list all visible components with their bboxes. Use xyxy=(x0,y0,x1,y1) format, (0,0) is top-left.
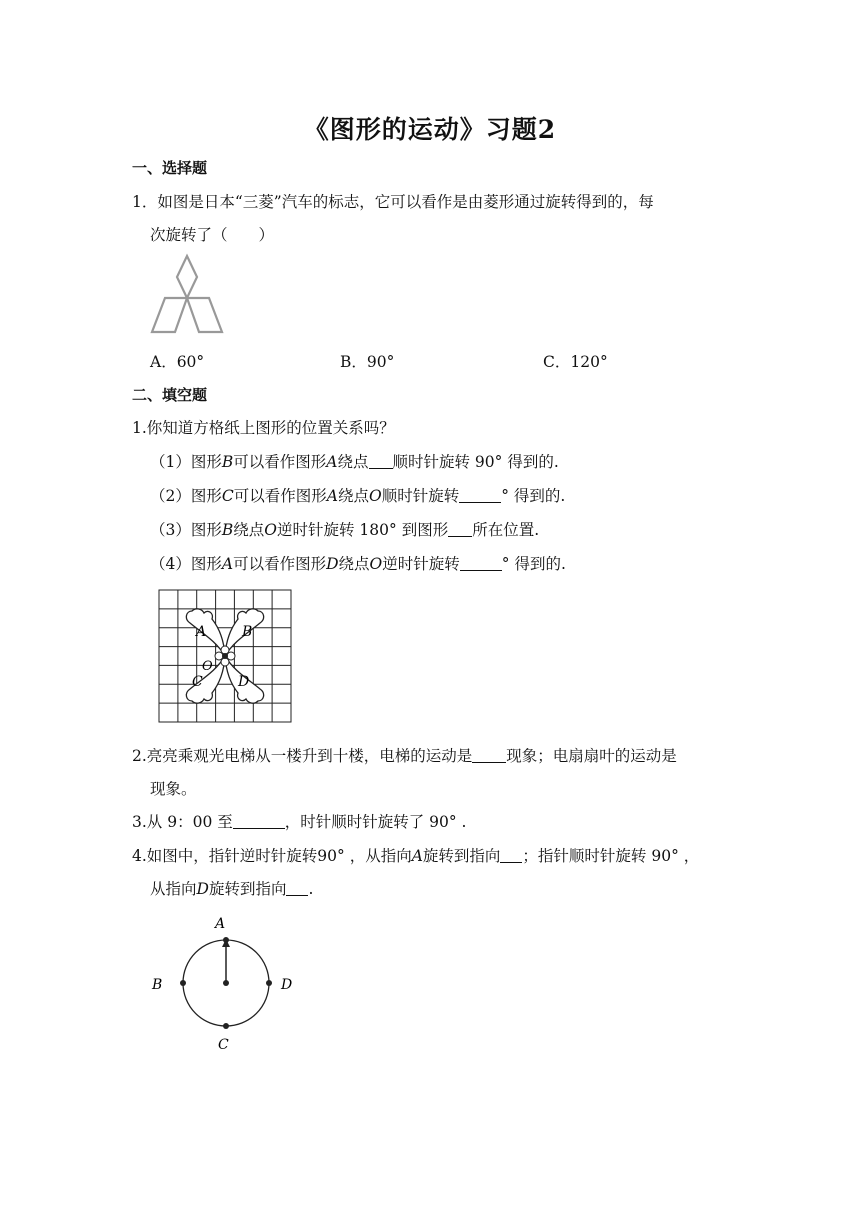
fill-q1-sub1: （1）图形B可以看作图形A绕点 顺时针旋转 90° 得到的. xyxy=(150,453,559,471)
dial-label-d: D xyxy=(281,977,293,993)
choice-q1-line1: 1．如图是日本“三菱”汽车的标志，它可以看作是由菱形通过旋转得到的，每 xyxy=(132,193,654,211)
fill-q2-line2: 现象。 xyxy=(150,780,197,798)
fill-q3: 3.从 9：00 至 ，时针顺时针旋转了 90° . xyxy=(132,813,467,831)
choice-option-b: B．90° xyxy=(340,353,395,371)
mitsubishi-logo-figure xyxy=(145,252,235,342)
page-title: 《图形的运动》习题2 xyxy=(303,115,557,144)
fill-q1-sub2: （2）图形C可以看作图形A绕点O顺时针旋转 ° 得到的. xyxy=(150,487,566,505)
label-c: C xyxy=(192,674,203,690)
fill-q1-sub4: （4）图形A可以看作图形D绕点O逆时针旋转 ° 得到的. xyxy=(150,555,566,573)
answer-blank xyxy=(472,747,506,763)
choice-q1-line2: 次旋转了（ ） xyxy=(150,226,275,244)
fill-q1-sub3: （3）图形B绕点O逆时针旋转 180° 到图形 所在位置. xyxy=(150,521,540,539)
section-heading-choice: 一、选择题 xyxy=(132,159,208,177)
answer-blank xyxy=(500,847,522,863)
choice-option-a: A．60° xyxy=(150,353,205,371)
label-d: D xyxy=(238,674,250,690)
label-a: A xyxy=(196,624,207,640)
dial-label-c: C xyxy=(218,1037,229,1053)
label-b: B xyxy=(242,624,253,640)
center-knot xyxy=(221,646,229,654)
answer-blank xyxy=(369,453,393,469)
dial-label-a: A xyxy=(215,916,226,932)
choice-option-c: C．120° xyxy=(543,353,608,371)
answer-blank xyxy=(233,813,285,829)
label-o: O xyxy=(202,659,213,674)
section-heading-fill: 二、填空题 xyxy=(132,386,208,404)
answer-blank xyxy=(448,521,472,537)
fill-q2-line1: 2.亮亮乘观光电梯从一楼升到十楼，电梯的运动是 现象；电扇扇叶的运动是 xyxy=(132,747,677,765)
grid-petal-figure xyxy=(158,589,292,723)
fill-q4-line2: 从指向D旋转到指向 . xyxy=(150,880,314,898)
answer-blank xyxy=(459,487,501,503)
dial-figure xyxy=(145,910,305,1056)
answer-blank xyxy=(460,555,502,571)
dial-label-b: B xyxy=(152,977,163,993)
answer-blank xyxy=(286,880,308,896)
fill-q4-line1: 4.如图中，指针逆时针旋转90° ，从指向A旋转到指向 ；指针顺时针旋转 90° ， xyxy=(132,847,700,865)
fill-q1-stem: 1.你知道方格纸上图形的位置关系吗？ xyxy=(132,419,395,437)
dial-center-dot xyxy=(223,980,229,986)
